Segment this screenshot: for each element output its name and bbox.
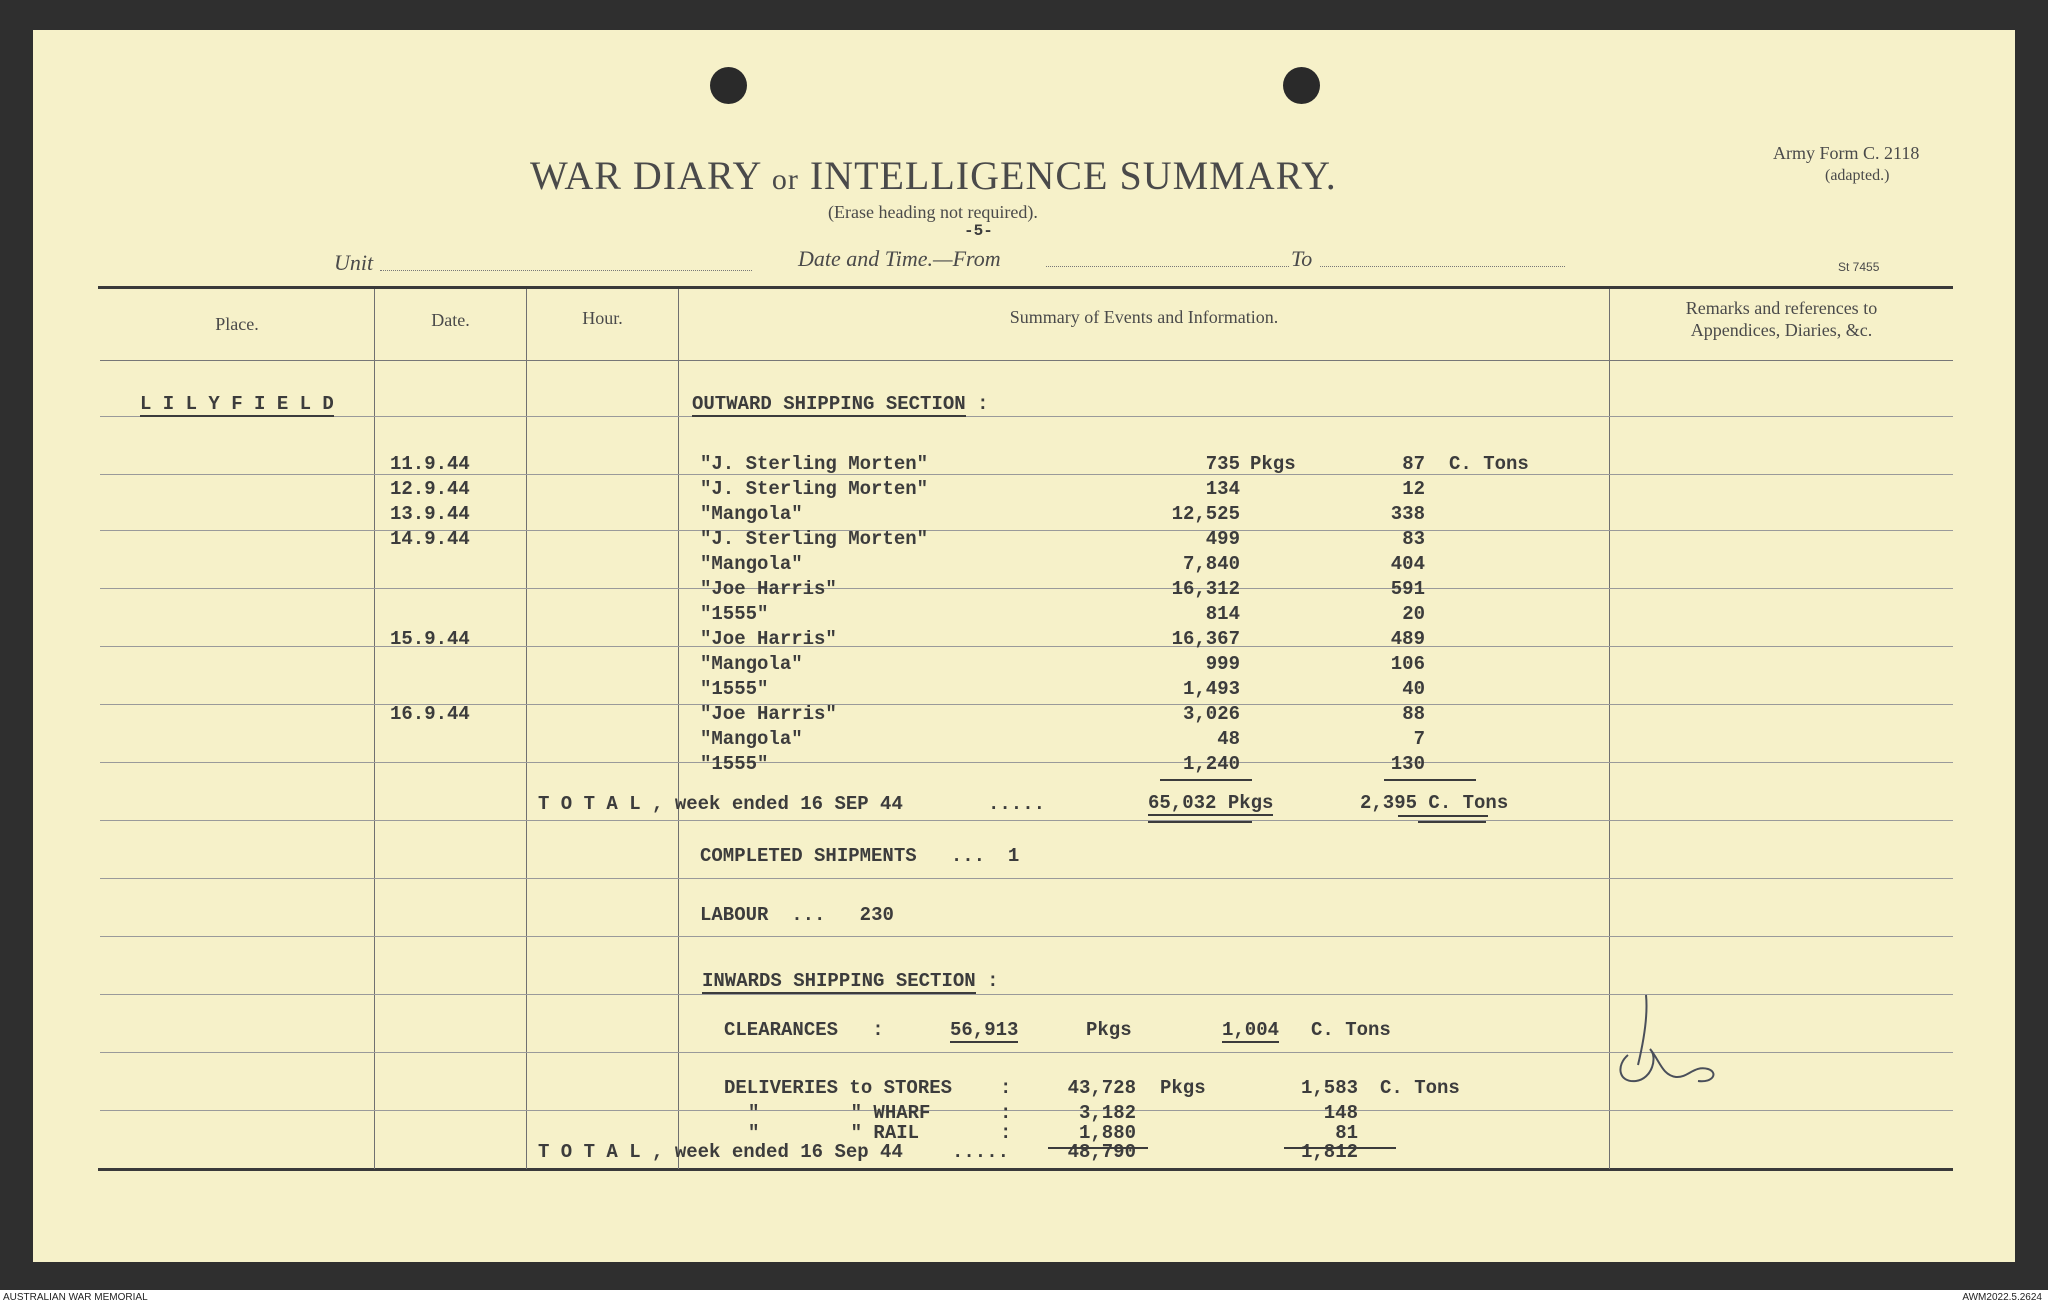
clearances-pkgs-unit: Pkgs: [1086, 1019, 1132, 1041]
pkgs-value: 7,840: [1182, 553, 1240, 575]
ruled-line: [100, 474, 1953, 475]
row-date: 11.9.44: [390, 453, 470, 475]
delivery-label: " " WHARF: [748, 1102, 931, 1124]
header-rule: [100, 360, 1953, 361]
unit-label: Unit: [334, 250, 374, 275]
row-date: 14.9.44: [390, 528, 470, 550]
tons-value: 338: [1390, 503, 1425, 525]
unit-field-line: [380, 270, 752, 271]
form-subtitle: (Erase heading not required).: [828, 202, 1038, 222]
pkgs-value: 1,240: [1182, 753, 1240, 775]
outward-total-tons: 2,395 C. Tons: [1360, 792, 1509, 814]
form-number: Army Form C. 2118: [1773, 143, 1920, 163]
tons-value: 20: [1402, 603, 1425, 625]
pkgs-unit: Pkgs: [1250, 453, 1296, 475]
column-header-hour: Hour.: [582, 308, 623, 328]
stock-number: St 7455: [1838, 260, 1880, 274]
tons-value: 40: [1402, 678, 1425, 700]
column-divider: [374, 289, 375, 1169]
ruled-line: [100, 416, 1953, 417]
outward-total-label: T O T A L , week ended 16 SEP 44: [538, 793, 903, 815]
ruled-line: [100, 588, 1953, 589]
delivery-pkgs: 1,880: [1078, 1122, 1136, 1144]
ruled-line: [100, 704, 1953, 705]
row-date: 12.9.44: [390, 478, 470, 500]
delivery-pkgs: 43,728: [1067, 1077, 1136, 1099]
form-adapted: (adapted.): [1825, 167, 1890, 184]
delivery-tons-unit: C. Tons: [1380, 1077, 1460, 1099]
clearances-tons-unit: C. Tons: [1311, 1019, 1391, 1041]
pkgs-value: 499: [1205, 528, 1240, 550]
clearances-tons: 1,004: [1222, 1019, 1280, 1041]
column-header-date: Date.: [431, 310, 470, 330]
ruled-line: [100, 762, 1953, 763]
ruled-line: [100, 878, 1953, 879]
total-double-underline: [1148, 821, 1252, 823]
pkgs-value: 999: [1205, 653, 1240, 675]
pkgs-value: 134: [1205, 478, 1240, 500]
completed-shipments: COMPLETED SHIPMENTS ... 1: [700, 845, 1020, 867]
ship-name: "J. Sterling Morten": [700, 478, 929, 500]
ruled-line: [100, 646, 1953, 647]
ship-name: "1555": [700, 678, 769, 700]
to-label: To: [1291, 246, 1313, 271]
ship-name: "Mangola": [700, 503, 803, 525]
ship-name: "Joe Harris": [700, 703, 837, 725]
form-title: WAR DIARY or INTELLIGENCE SUMMARY.: [530, 153, 1337, 198]
column-header-remarks: Remarks and references to Appendices, Diaries, &c.: [1685, 298, 1878, 340]
tons-value: 404: [1390, 553, 1425, 575]
delivery-tons: 148: [1323, 1102, 1358, 1124]
pkgs-value: 16,312: [1171, 578, 1240, 600]
outward-heading: OUTWARD SHIPPING SECTION :: [692, 393, 989, 415]
pkgs-value: 48: [1217, 728, 1240, 750]
tons-value: 130: [1390, 753, 1425, 775]
punch-hole: [1283, 67, 1320, 104]
punch-hole: [710, 67, 747, 104]
archive-caption-bar: [0, 1290, 2048, 1306]
ship-name: "Joe Harris": [700, 578, 837, 600]
pkgs-value: 12,525: [1171, 503, 1240, 525]
place-name: L I L Y F I E L D: [140, 393, 334, 415]
delivery-pkgs-unit: Pkgs: [1160, 1077, 1206, 1099]
inward-total-pkgs: 48,790: [1067, 1141, 1136, 1163]
tons-value: 106: [1390, 653, 1425, 675]
table-top-rule: [98, 286, 1953, 289]
outward-total-dots: .....: [988, 793, 1046, 815]
subtotal-underline: [1160, 779, 1252, 781]
ship-name: "J. Sterling Morten": [700, 528, 929, 550]
delivery-tons: 1,583: [1300, 1077, 1358, 1099]
inward-total-label: T O T A L , week ended 16 Sep 44: [538, 1141, 903, 1163]
column-divider: [526, 289, 527, 1169]
clearances-pkgs: 56,913: [950, 1019, 1019, 1041]
to-field-line: [1320, 266, 1565, 267]
ruled-line: [100, 820, 1953, 821]
row-date: 15.9.44: [390, 628, 470, 650]
inward-total-tons: 1,812: [1300, 1141, 1358, 1163]
tons-value: 87: [1402, 453, 1425, 475]
delivery-colon: :: [1000, 1122, 1012, 1144]
tons-value: 7: [1413, 728, 1425, 750]
tons-value: 88: [1402, 703, 1425, 725]
total-double-underline: [1418, 821, 1486, 823]
pkgs-value: 1,493: [1182, 678, 1240, 700]
ship-name: "J. Sterling Morten": [700, 453, 929, 475]
date-time-label: Date and Time.—From: [798, 246, 1001, 271]
column-header-summary: Summary of Events and Information.: [1009, 307, 1279, 327]
page-number: -5-: [964, 222, 993, 240]
row-date: 16.9.44: [390, 703, 470, 725]
clearances-label: CLEARANCES :: [724, 1019, 884, 1041]
column-divider: [678, 289, 679, 1169]
ship-name: "1555": [700, 753, 769, 775]
archive-name: AUSTRALIAN WAR MEMORIAL: [3, 1292, 148, 1303]
ship-name: "1555": [700, 603, 769, 625]
delivery-pkgs: 3,182: [1078, 1102, 1136, 1124]
ship-name: "Joe Harris": [700, 628, 837, 650]
archive-reference: AWM2022.5.2624: [1962, 1292, 2042, 1303]
delivery-label: DELIVERIES to STORES: [724, 1077, 953, 1099]
ruled-line: [100, 936, 1953, 937]
tons-unit: C. Tons: [1449, 453, 1529, 475]
labour: LABOUR ... 230: [700, 904, 894, 926]
row-date: 13.9.44: [390, 503, 470, 525]
delivery-colon: :: [1000, 1077, 1012, 1099]
ship-name: "Mangola": [700, 553, 803, 575]
ship-name: "Mangola": [700, 728, 803, 750]
pkgs-value: 814: [1205, 603, 1240, 625]
pkgs-value: 3,026: [1182, 703, 1240, 725]
tons-value: 591: [1390, 578, 1425, 600]
ruled-line: [100, 530, 1953, 531]
delivery-tons: 81: [1335, 1122, 1358, 1144]
subtotal-underline: [1384, 779, 1476, 781]
delivery-label: " " RAIL: [748, 1122, 920, 1144]
tons-value: 489: [1390, 628, 1425, 650]
total-underline: [1398, 815, 1488, 817]
delivery-colon: :: [1000, 1102, 1012, 1124]
tons-value: 83: [1402, 528, 1425, 550]
inward-total-dots: .....: [952, 1141, 1010, 1163]
outward-total-pkgs: 65,032 Pkgs: [1148, 792, 1274, 814]
signature-mark: [1608, 985, 1728, 1095]
table-bottom-rule: [98, 1168, 1953, 1171]
inward-heading: INWARDS SHIPPING SECTION :: [702, 970, 999, 992]
from-field-line: [1046, 266, 1289, 267]
tons-value: 12: [1402, 478, 1425, 500]
ship-name: "Mangola": [700, 653, 803, 675]
column-header-place: Place.: [215, 314, 259, 334]
pkgs-value: 735: [1205, 453, 1240, 475]
pkgs-value: 16,367: [1171, 628, 1240, 650]
